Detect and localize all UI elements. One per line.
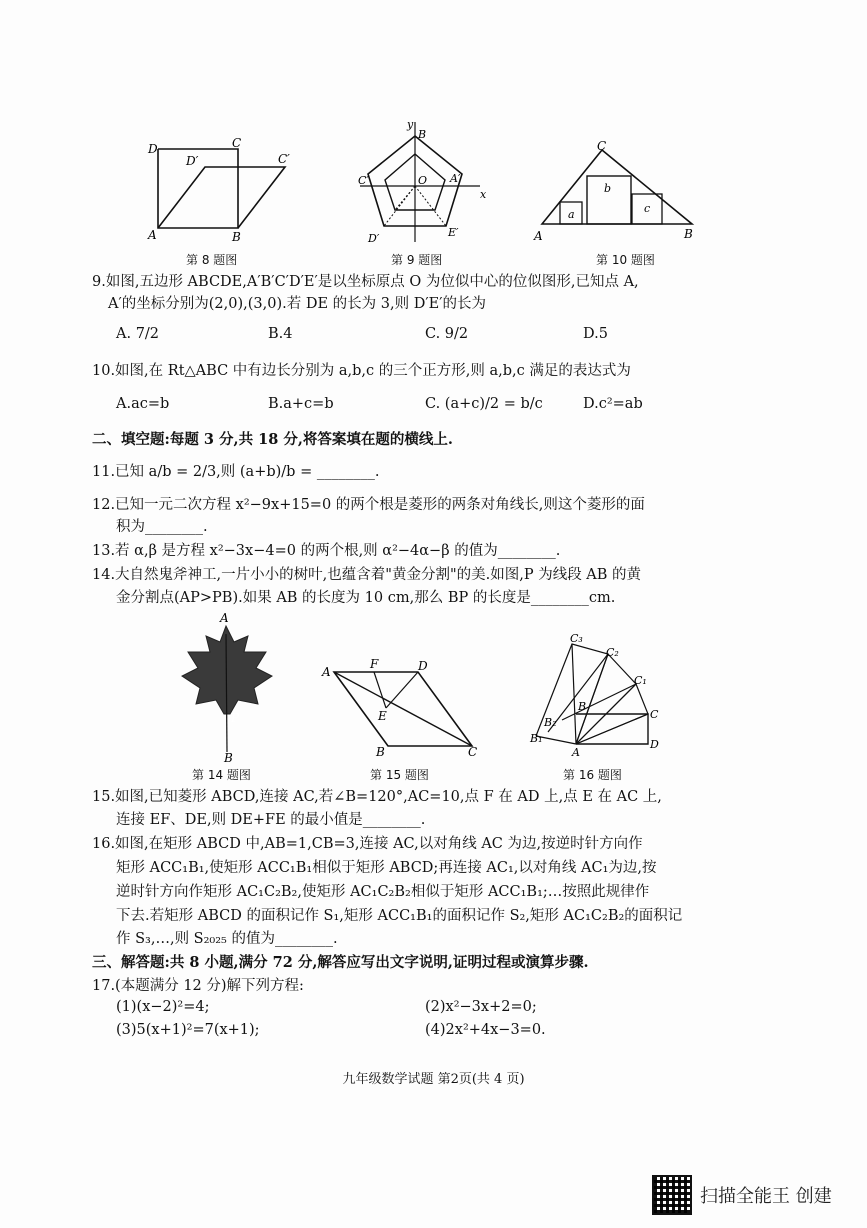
svg-text:A: A <box>534 229 543 243</box>
q12-line2: 积为________. <box>116 519 208 535</box>
svg-text:A: A <box>220 612 229 625</box>
figure-14-caption: 第 14 题图 <box>192 768 251 782</box>
q12-line1: 12.已知一元二次方程 x²−9x+15=0 的两个根是菱形的两条对角线长,则这个菱形的面 <box>92 497 645 513</box>
q13: 13.若 α,β 是方程 x²−3x−4=0 的两个根,则 α²−4α−β 的值为________. <box>92 543 561 559</box>
svg-text:O: O <box>418 174 428 187</box>
svg-text:B: B <box>224 751 233 764</box>
svg-text:B: B <box>232 230 241 244</box>
q17-title: 17.(本题满分 12 分)解下列方程: <box>92 978 304 994</box>
svg-text:C: C <box>232 136 242 150</box>
svg-text:B: B <box>376 745 385 758</box>
svg-text:D: D <box>418 659 428 673</box>
figure-9 <box>350 118 490 246</box>
q17-part4: (4)2x²+4x−3=0. <box>425 1022 546 1038</box>
svg-text:E: E <box>378 709 387 723</box>
q14-line1: 14.大自然鬼斧神工,一片小小的树叶,也蕴含着"黄金分割"的美.如图,P 为线段 AB 的黄 <box>92 567 642 583</box>
svg-text:B₁: B₁ <box>530 732 543 745</box>
q16-line2: 矩形 ACC₁B₁,使矩形 ACC₁B₁相似于矩形 ABCD;再连接 AC₁,以对角线 AC₁为边,按 <box>116 860 657 876</box>
svg-text:P: P <box>231 711 240 725</box>
q9-line2: A′的坐标分别为(2,0),(3,0).若 DE 的长为 3,则 D′E′的长为 <box>108 296 487 312</box>
q16-line3: 逆时针方向作矩形 AC₁C₂B₂,使矩形 AC₁C₂B₂相似于矩形 ACC₁B₁;…按照此规律作 <box>116 884 650 900</box>
section-2-heading: 二、填空题:每题 3 分,共 18 分,将答案填在题的横线上. <box>92 431 453 448</box>
q9-option-d: D.5 <box>583 326 608 342</box>
figure-10 <box>532 138 707 243</box>
q17-part1: (1)(x−2)²=4; <box>116 999 210 1015</box>
svg-text:C: C <box>597 139 607 153</box>
svg-text:C₂: C₂ <box>606 646 619 659</box>
scanner-label: 扫描全能王 创建 <box>700 1186 832 1207</box>
svg-text:c: c <box>644 202 651 215</box>
figure-10-caption: 第 10 题图 <box>596 253 655 267</box>
q10-option-b: B.a+c=b <box>268 396 334 412</box>
figure-9-caption: 第 9 题图 <box>391 253 443 267</box>
svg-text:B: B <box>418 128 427 141</box>
svg-text:C₁: C₁ <box>634 674 647 687</box>
q16-line4: 下去.若矩形 ABCD 的面积记作 S₁,矩形 ACC₁B₁的面积记作 S₂,矩形 AC₁C₂B₂的面积记 <box>116 908 683 924</box>
svg-text:b: b <box>604 182 612 195</box>
q14-line2: 金分割点(AP>PB).如果 AB 的长度为 10 cm,那么 BP 的长度是________cm. <box>116 590 616 606</box>
page-footer: 九年级数学试题 第2页(共 4 页) <box>342 1072 525 1087</box>
q9-line1: 9.如图,五边形 ABCDE,A′B′C′D′E′是以坐标原点 O 为位似中心的位似图形,已知点 A, <box>92 274 639 290</box>
q10-option-d: D.c²=ab <box>583 396 643 412</box>
svg-text:C′: C′ <box>278 152 290 166</box>
figure-15-caption: 第 15 题图 <box>370 768 429 782</box>
q15-line2: 连接 EF、DE,则 DE+FE 的最小值是________. <box>116 812 426 828</box>
svg-text:B: B <box>684 227 693 241</box>
q10-line1: 10.如图,在 Rt△ABC 中有边长分别为 a,b,c 的三个正方形,则 a,b,c 满足的表达式为 <box>92 363 631 379</box>
svg-text:A: A <box>572 746 580 759</box>
q9-option-c: C. 9/2 <box>425 326 469 342</box>
svg-text:D: D <box>148 142 158 156</box>
q9-option-a: A. 7/2 <box>116 326 160 342</box>
q16-line5: 作 S₃,…,则 S₂₀₂₅ 的值为________. <box>116 931 338 947</box>
qr-code-icon <box>652 1175 692 1215</box>
svg-text:C: C <box>468 745 478 758</box>
scanner-watermark <box>652 1175 832 1215</box>
svg-text:D′: D′ <box>186 154 199 168</box>
svg-text:A: A <box>322 665 331 679</box>
svg-text:a: a <box>568 208 575 221</box>
svg-text:x: x <box>480 188 487 201</box>
figure-8 <box>140 135 300 245</box>
svg-text:A′: A′ <box>450 172 461 185</box>
figure-8-caption: 第 8 题图 <box>186 253 238 267</box>
figure-16 <box>526 632 666 762</box>
figure-15 <box>318 656 488 758</box>
svg-text:D: D <box>650 738 659 751</box>
svg-text:A: A <box>148 228 157 242</box>
section-3-heading: 三、解答题:共 8 小题,满分 72 分,解答应写出文字说明,证明过程或演算步骤. <box>92 954 589 971</box>
q16-line1: 16.如图,在矩形 ABCD 中,AB=1,CB=3,连接 AC,以对角线 AC 为边,按逆时针方向作 <box>92 836 643 852</box>
q10-option-a: A.ac=b <box>116 396 170 412</box>
q9-option-b: B.4 <box>268 326 293 342</box>
svg-text:y: y <box>407 118 414 131</box>
figure-14-leaf <box>178 612 278 764</box>
svg-text:D′: D′ <box>368 232 380 245</box>
q10-option-c: C. (a+c)/2 = b/c <box>425 396 543 412</box>
svg-text:C: C <box>650 708 659 721</box>
q11: 11.已知 a/b = 2/3,则 (a+b)/b = ________. <box>92 464 380 480</box>
svg-text:B₂: B₂ <box>544 716 557 729</box>
q17-part2: (2)x²−3x+2=0; <box>425 999 537 1015</box>
svg-text:B: B <box>578 700 587 713</box>
q17-part3: (3)5(x+1)²=7(x+1); <box>116 1022 260 1038</box>
svg-text:E′: E′ <box>448 226 459 239</box>
q15-line1: 15.如图,已知菱形 ABCD,连接 AC,若∠B=120°,AC=10,点 F 在 AD 上,点 E 在 AC 上, <box>92 789 662 805</box>
svg-text:C₃: C₃ <box>570 632 583 645</box>
svg-text:F: F <box>370 657 379 671</box>
svg-text:C′: C′ <box>358 174 369 187</box>
figure-16-caption: 第 16 题图 <box>563 768 622 782</box>
